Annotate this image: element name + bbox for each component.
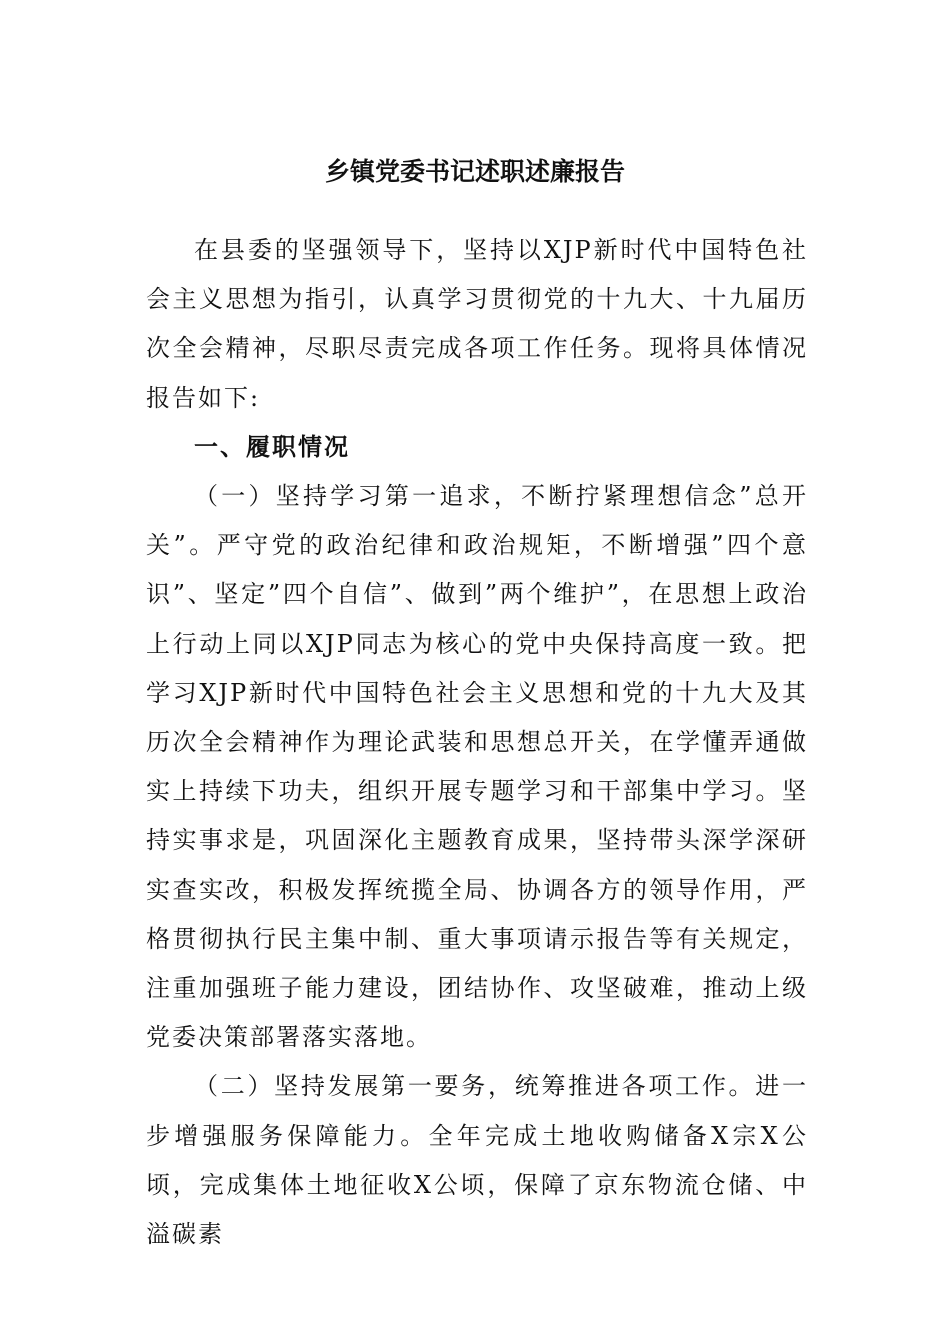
intro-paragraph: 在县委的坚强领导下，坚持以XJP新时代中国特色社会主义思想为指引，认真学习贯彻党的十九大、十九届历次全会精神，尽职尽责完成各项工作任务。现将具体情况报告如下: [146,236,808,412]
section-heading: 一、履职情况 [194,432,350,461]
document-title: 乡镇党委书记述职述廉报告 [324,157,625,186]
body-paragraph: （二）坚持发展第一要务，统筹推进各项工作。进一步增强服务保障能力。全年完成土地收购储备X宗X公顷，完成集体土地征收X公顷，保障了京东物流仓储、中溢碳素 [146,1072,808,1249]
body-paragraph: （一）坚持学习第一追求，不断拧紧理想信念”总开关”。严守党的政治纪律和政治规矩，不断增强”四个意识”、坚定”四个自信”、做到”两个维护”，在思想上政治上行动上同以XJP同志为核心的党中央保持高度一致。把学习XJP新时代中国特色社会主义思想和党的十九大及其历次全会精神作为理论武装和思想总开关，在学懂弄通做实上持续下功夫，组织开展专题学习和干部集中学习。坚持实事求是，巩固深化主题教育成果，坚持带头深学深研实查实改，积极发挥统揽全局、协调各方的领导作用，严格贯彻执行民主集中制、重大事项请示报告等有关规定，注重加强班子能力建设，团结协作、攻坚破难，推动上级党委决策部署落实落地。 [146,482,808,1052]
document-body [146,226,808,1259]
